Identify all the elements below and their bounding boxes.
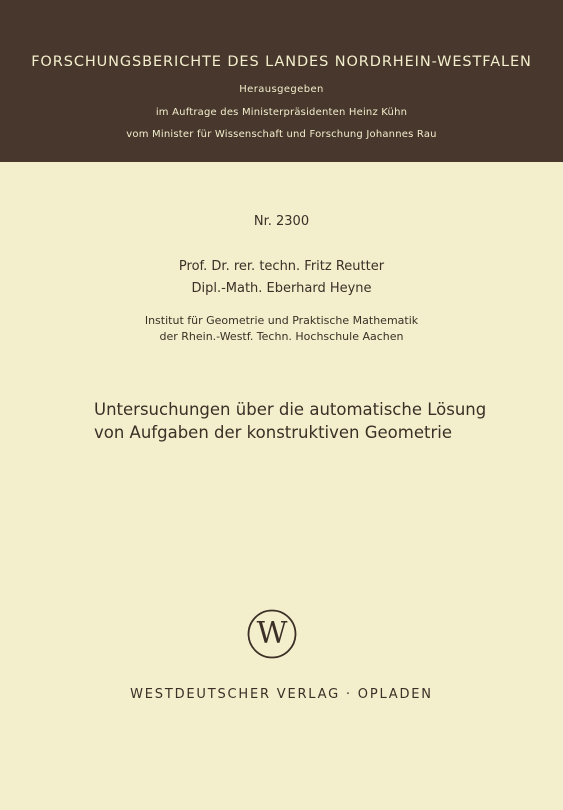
editor-line-1: im Auftrage des Ministerpräsidenten Heinz Kühn [155,107,408,118]
author-2: Dipl.-Math. Eberhard Heyne [191,281,372,296]
publisher-logo-icon [246,608,298,660]
institute-line-2: der Rhein.-Westf. Techn. Hochschule Aachen [159,330,404,343]
title-line-1: Untersuchungen über die automatische Lösung [94,400,487,419]
title-line-2: von Aufgaben der konstruktiven Geometrie [94,423,452,442]
report-title [94,398,486,444]
publisher-name: WESTDEUTSCHER VERLAG · OPLADEN [130,687,433,702]
report-number: Nr. 2300 [253,214,310,229]
publisher-logo-svg [246,608,298,660]
institute-line-1: Institut für Geometrie und Praktische Mathematik [144,314,419,327]
series-title: FORSCHUNGSBERICHTE DES LANDES NORDRHEIN-WESTFALEN [31,54,532,70]
editor-line-2: vom Minister für Wissenschaft und Forschung Johannes Rau [126,129,437,140]
editor-label: Herausgegeben [239,84,324,95]
logo-letter: W [256,616,288,651]
author-1: Prof. Dr. rer. techn. Fritz Reutter [178,259,385,274]
series-header-band [0,0,563,162]
